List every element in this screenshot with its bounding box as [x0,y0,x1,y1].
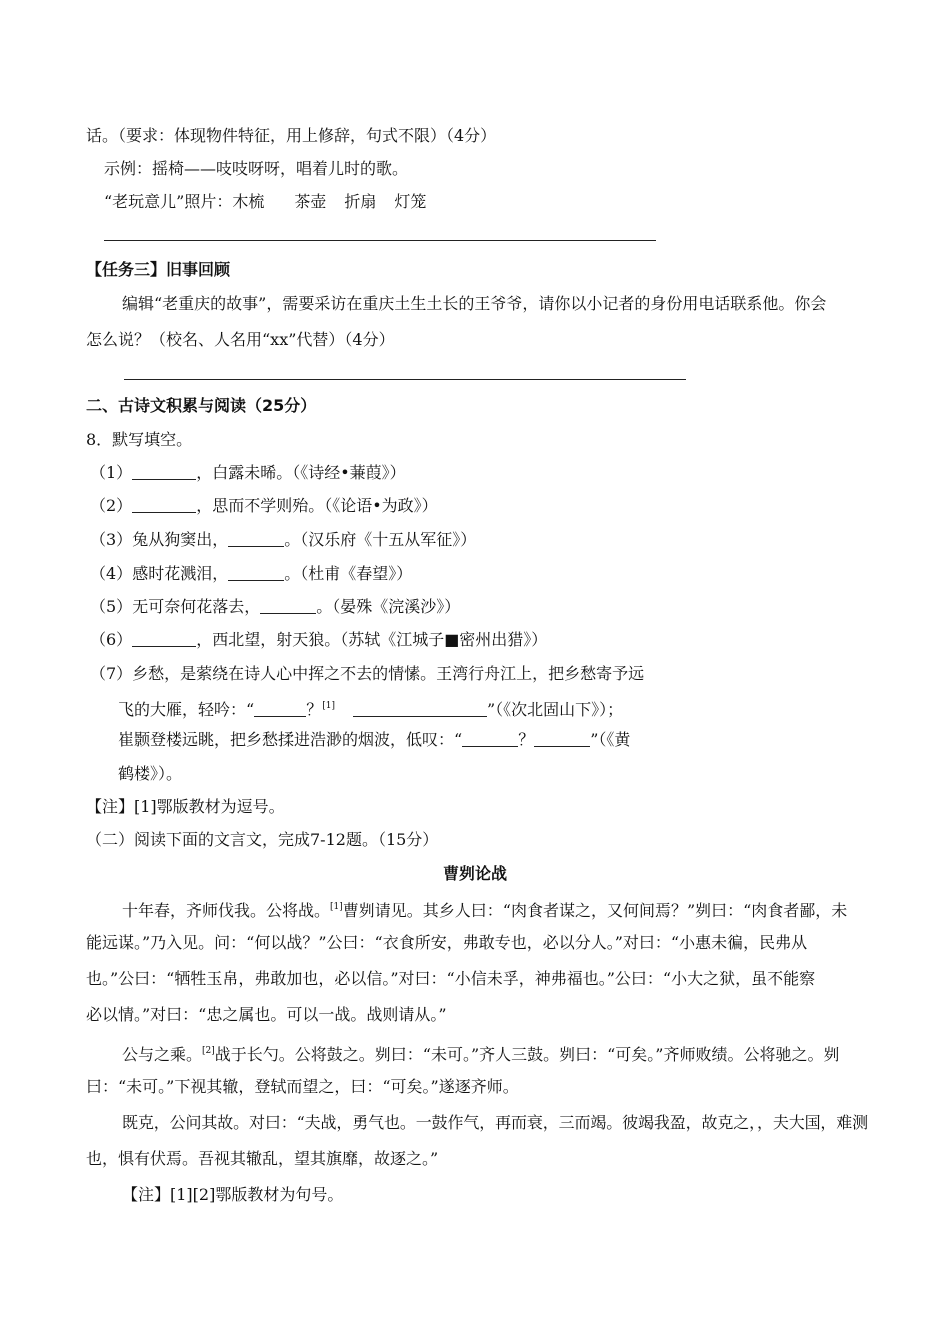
passage-p1-line3: 也。”公曰：“牺牲玉帛，弗敢加也，必以信。”对曰：“小信未孚，神弗福也。”公曰：“小大之狱，虽不能察 [86,969,816,988]
blank-field[interactable] [132,628,196,647]
section2-heading: 二、古诗文积累与阅读（25分） [86,396,317,415]
passage-p1-line4: 必以情。”对曰：“忠之属也。可以一战。战则请从。” [86,1005,447,1024]
passage-p2-line2: 曰：“未可。”下视其辙，登轼而望之，曰：“可矣。”遂逐齐师。 [86,1077,519,1096]
blank-field[interactable] [228,528,284,547]
photo-item: 折扇 [344,192,377,211]
photo-item: 灯笼 [394,192,427,211]
task2-photos-line [104,190,426,214]
task2-requirement-line: 话。（要求：体现物件特征，用上修辞，句式不限）（4分） [86,126,497,145]
recite-item-4: （4）感时花溅泪， 。（杜甫《春望》） [90,564,413,583]
part2-instruction: （二）阅读下面的文言文，完成7-12题。（15分） [86,830,439,849]
task3-heading: 【任务三】旧事回顾 [86,260,231,279]
recite-item-2: （2） ，思而不学则殆。（《论语•为政》） [90,496,438,515]
answer-line-task2[interactable] [104,240,656,241]
passage-p2-line1: 公与之乘。[2]战于长勺。公将鼓之。刿曰：“未可。”齐人三鼓。刿曰：“可矣。”齐师败绩。公将驰之。刿 [122,1045,840,1064]
task2-example: 示例：摇椅——吱吱呀呀，唱着儿时的歌。 [104,159,409,178]
photo-item: 木梳 [232,192,265,211]
blank-field[interactable] [228,562,284,581]
passage-p3-line1: 既克，公问其故。对曰：“夫战，勇气也。一鼓作气，再而衰，三而竭。彼竭我盈，故克之，，夫大国，难测 [122,1113,869,1132]
blank-field[interactable] [132,461,196,480]
note-2: 【注】[1][2]鄂版教材为句号。 [122,1185,344,1204]
answer-line-task3[interactable] [124,379,686,380]
passage-p3-line2: 也，惧有伏焉。吾视其辙乱，望其旗靡，故逐之。” [86,1149,439,1168]
task3-line2: 怎么说？（校名、人名用“xx”代替）（4分） [86,330,395,349]
recite-item-6: （6） ，西北望，射天狼。（苏轼《江城子■密州出猎》） [90,630,548,649]
task3-line1: 编辑“老重庆的故事”，需要采访在重庆土生土长的王爷爷，请你以小记者的身份用电话联系他。你会 [122,294,827,313]
footnote-ref: [1] [330,902,343,912]
passage-p1-line2: 能远谋。”乃入见。问：“何以战？”公曰：“衣食所安，弗敢专也，必以分人。”对曰：“小惠未徧，民弗从 [86,933,808,952]
passage-title: 曹刿论战 [442,864,507,883]
recite-item-7-line4: 鹤楼》）。 [118,764,183,783]
recite-item-7-line1: （7）乡愁，是萦绕在诗人心中挥之不去的情愫。王湾行舟江上，把乡愁寄予远 [90,664,645,683]
recite-item-7-line2: 飞的大雁，轻吟：“ ？[1] ”（《次北固山下》）； [118,700,624,719]
blank-field[interactable] [462,728,518,747]
recite-item-3: （3）兔从狗窦出， 。（汉乐府《十五从军征》） [90,530,477,549]
blank-field[interactable] [132,494,196,513]
blank-field[interactable] [534,728,590,747]
blank-field[interactable] [254,698,306,717]
question-8: 8．默写填空。 [86,430,193,449]
footnote-ref: [2] [202,1046,215,1056]
photo-item: 茶壶 [294,192,327,211]
blank-field[interactable] [353,698,487,717]
note-1: 【注】[1]鄂版教材为逗号。 [86,797,285,816]
passage-p1-line1: 十年春，齐师伐我。公将战。[1]曹刿请见。其乡人曰：“肉食者谋之，又何间焉？”刿曰：“肉食者鄙，未 [122,901,848,920]
photos-label: “老玩意儿”照片： [104,192,233,211]
blank-field[interactable] [260,595,316,614]
recite-item-5: （5）无可奈何花落去， 。（晏殊《浣溪沙》） [90,597,461,616]
recite-item-7-line3: 崔颢登楼远眺，把乡愁揉进浩渺的烟波，低叹：“ ？ ”（《黄 [118,730,631,749]
recite-item-1: （1） ，白露未晞。（《诗经•蒹葭》） [90,463,406,482]
footnote-ref: [1] [322,701,335,711]
